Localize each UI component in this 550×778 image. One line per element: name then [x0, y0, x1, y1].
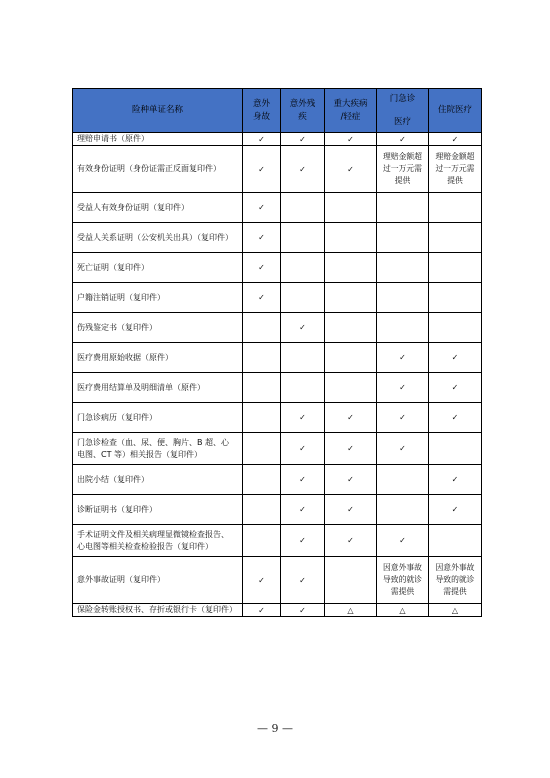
column-header-text: 医疗: [393, 116, 411, 127]
check-mark-outpatient: ✓: [377, 525, 429, 557]
empty-cell-critical-illness: [325, 313, 377, 343]
table-row: [73, 604, 482, 617]
empty-cell-outpatient: [377, 193, 429, 223]
empty-cell-accident-disability: [281, 343, 325, 373]
document-name-cell: 门急诊检查（血、尿、便、胸片、B 超、心 电图、CT 等）相关报告（复印件）: [73, 433, 243, 465]
check-mark-critical-illness: ✓: [325, 465, 377, 495]
document-name-cell: 出院小结（复印件）: [73, 465, 243, 495]
requirement-note-inpatient: 理赔金额超 过一万元需 提供: [429, 146, 482, 193]
document-name-cell: 医疗费用原始收据（原件）: [73, 343, 243, 373]
check-mark-accident-disability: ✓: [281, 465, 325, 495]
empty-cell-critical-illness: [325, 193, 377, 223]
table-row: [73, 146, 482, 193]
document-name-cell: 受益人有效身份证明（复印件）: [73, 193, 243, 223]
empty-cell-outpatient: [377, 283, 429, 313]
empty-cell-accident-death: [243, 403, 281, 433]
requirement-note-outpatient: 因意外事故 导致的就诊 需提供: [377, 557, 429, 604]
check-mark-accident-death: ✓: [243, 223, 281, 253]
check-mark-accident-disability: ✓: [281, 525, 325, 557]
check-mark-critical-illness: ✓: [325, 433, 377, 465]
check-mark-accident-disability: ✓: [281, 557, 325, 604]
empty-cell-accident-death: [243, 465, 281, 495]
check-mark-accident-death: ✓: [243, 253, 281, 283]
empty-cell-accident-disability: [281, 193, 325, 223]
triangle-mark-outpatient: △: [377, 604, 429, 617]
empty-cell-accident-disability: [281, 253, 325, 283]
empty-cell-inpatient: [429, 283, 482, 313]
table-row: [73, 343, 482, 373]
check-mark-accident-death: ✓: [243, 193, 281, 223]
empty-cell-critical-illness: [325, 343, 377, 373]
empty-cell-accident-disability: [281, 223, 325, 253]
empty-cell-inpatient: [429, 223, 482, 253]
empty-cell-critical-illness: [325, 283, 377, 313]
column-header-text: 意外: [252, 98, 270, 109]
check-mark-accident-disability: ✓: [281, 604, 325, 617]
check-mark-accident-disability: ✓: [281, 403, 325, 433]
check-mark-accident-death: ✓: [243, 283, 281, 313]
empty-cell-outpatient: [377, 253, 429, 283]
check-mark-outpatient: ✓: [377, 343, 429, 373]
column-header-text: [377, 106, 428, 116]
document-name-cell: 门急诊病历（复印件）: [73, 403, 243, 433]
requirement-note-outpatient: 理赔金额超 过一万元需 提供: [377, 146, 429, 193]
check-mark-accident-death: ✓: [243, 133, 281, 146]
empty-cell-accident-death: [243, 343, 281, 373]
empty-cell-outpatient: [377, 313, 429, 343]
check-mark-outpatient: ✓: [377, 373, 429, 403]
empty-cell-critical-illness: [325, 373, 377, 403]
check-mark-accident-death: ✓: [243, 146, 281, 193]
document-name-cell: 意外事故证明（复印件）: [73, 557, 243, 604]
empty-cell-inpatient: [429, 253, 482, 283]
table-header: [73, 89, 482, 133]
column-header-name: [73, 89, 243, 133]
check-mark-inpatient: ✓: [429, 465, 482, 495]
table-row: [73, 313, 482, 343]
empty-cell-inpatient: [429, 193, 482, 223]
column-header-text: 疾: [298, 111, 307, 122]
check-mark-inpatient: ✓: [429, 403, 482, 433]
check-mark-outpatient: ✓: [377, 433, 429, 465]
column-header-critical-illness: [325, 89, 377, 133]
document-name-cell: 伤残鉴定书（复印件）: [73, 313, 243, 343]
check-mark-critical-illness: ✓: [325, 495, 377, 525]
document-name-cell: 死亡证明（复印件）: [73, 253, 243, 283]
empty-cell-critical-illness: [325, 253, 377, 283]
document-name-cell: 理赔申请书（原件）: [73, 133, 243, 146]
check-mark-accident-disability: ✓: [281, 433, 325, 465]
table-row: [73, 433, 482, 465]
column-header-text: /轻症: [340, 111, 361, 122]
check-mark-accident-disability: ✓: [281, 146, 325, 193]
check-mark-inpatient: ✓: [429, 495, 482, 525]
empty-cell-outpatient: [377, 465, 429, 495]
check-mark-inpatient: ✓: [429, 133, 482, 146]
empty-cell-outpatient: [377, 495, 429, 525]
empty-cell-critical-illness: [325, 557, 377, 604]
column-header-text: 身故: [252, 111, 270, 122]
check-mark-critical-illness: ✓: [325, 133, 377, 146]
table-row: [73, 133, 482, 146]
table-row: [73, 283, 482, 313]
empty-cell-accident-disability: [281, 283, 325, 313]
column-header-outpatient: [377, 89, 429, 133]
column-header-accident-death: [243, 89, 281, 133]
column-header-inpatient: [429, 89, 482, 133]
document-name-cell: 诊断证明书（复印件）: [73, 495, 243, 525]
check-mark-inpatient: ✓: [429, 373, 482, 403]
check-mark-critical-illness: ✓: [325, 403, 377, 433]
table-row: [73, 525, 482, 557]
table-row: [73, 223, 482, 253]
empty-cell-inpatient: [429, 433, 482, 465]
empty-cell-accident-death: [243, 525, 281, 557]
check-mark-accident-death: ✓: [243, 557, 281, 604]
empty-cell-accident-death: [243, 495, 281, 525]
triangle-mark-critical-illness: △: [325, 604, 377, 617]
requirement-note-inpatient: 因意外事故 导致的就诊 需提供: [429, 557, 482, 604]
table-row: [73, 193, 482, 223]
empty-cell-accident-disability: [281, 373, 325, 403]
column-header-text: 门急诊: [389, 93, 416, 104]
column-header-accident-disability: [281, 89, 325, 133]
column-header-text: 重大疾病: [333, 98, 368, 109]
table-row: [73, 403, 482, 433]
document-name-cell: 有效身份证明（身份证需正反面复印件）: [73, 146, 243, 193]
document-name-cell: 受益人关系证明（公安机关出具）（复印件）: [73, 223, 243, 253]
page-number: — 9 —: [257, 722, 293, 735]
claim-documents-table: [72, 88, 482, 617]
check-mark-accident-death: ✓: [243, 604, 281, 617]
document-name-cell: 户籍注销证明（复印件）: [73, 283, 243, 313]
check-mark-outpatient: ✓: [377, 133, 429, 146]
document-name-cell: 保险金转账授权书、存折或银行卡（复印件）: [73, 604, 243, 617]
check-mark-accident-disability: ✓: [281, 133, 325, 146]
header-row: [73, 89, 482, 133]
table-row: [73, 495, 482, 525]
column-header-text: 险种单证名称: [131, 105, 183, 115]
empty-cell-critical-illness: [325, 223, 377, 253]
table-row: [73, 557, 482, 604]
table-body: [73, 133, 482, 617]
triangle-mark-inpatient: △: [429, 604, 482, 617]
empty-cell-inpatient: [429, 313, 482, 343]
check-mark-accident-disability: ✓: [281, 313, 325, 343]
document-name-cell: 医疗费用结算单及明细清单（原件）: [73, 373, 243, 403]
table-row: [73, 253, 482, 283]
check-mark-critical-illness: ✓: [325, 525, 377, 557]
check-mark-outpatient: ✓: [377, 403, 429, 433]
check-mark-critical-illness: ✓: [325, 146, 377, 193]
empty-cell-accident-death: [243, 433, 281, 465]
column-header-text: 住院医疗: [437, 105, 472, 115]
check-mark-accident-disability: ✓: [281, 495, 325, 525]
empty-cell-accident-death: [243, 373, 281, 403]
empty-cell-accident-death: [243, 313, 281, 343]
table-row: [73, 465, 482, 495]
check-mark-inpatient: ✓: [429, 343, 482, 373]
table-row: [73, 373, 482, 403]
empty-cell-inpatient: [429, 525, 482, 557]
document-name-cell: 手术证明文件及相关病理显微镜检查报告、 心电图等相关检查检验报告（复印件）: [73, 525, 243, 557]
empty-cell-outpatient: [377, 223, 429, 253]
column-header-text: 意外残: [289, 98, 316, 109]
